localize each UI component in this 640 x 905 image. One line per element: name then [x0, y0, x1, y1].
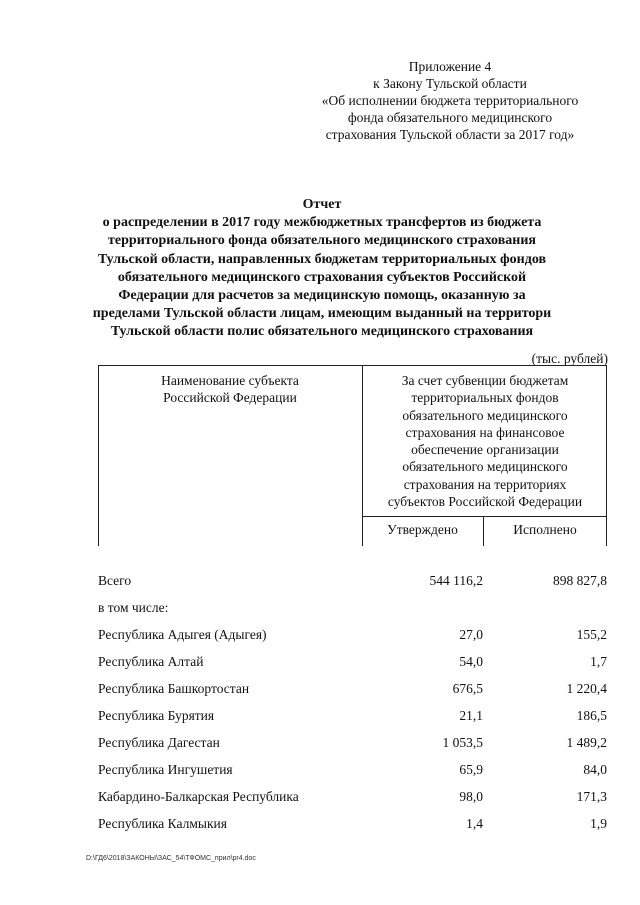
table-row — [98, 815, 607, 842]
title-line: пределами Тульской области лицам, имеющим выданный на территори — [92, 306, 552, 322]
header-line: страхования на территориях — [403, 476, 567, 492]
table-header — [98, 365, 607, 546]
appendix-caption — [300, 58, 600, 143]
column-header-subvention — [364, 372, 606, 510]
row-approved: 65,9 — [459, 762, 483, 777]
header-line: Российской Федерации — [163, 390, 297, 405]
header-line: Наименование субъекта — [161, 373, 299, 388]
column-header-executed: Исполнено — [513, 522, 577, 537]
column-header-approved: Утверждено — [387, 522, 458, 537]
table-body — [98, 572, 607, 842]
title-line: о распределении в 2017 году межбюджетных трансфертов из бюджета — [102, 215, 542, 231]
table-row — [98, 653, 607, 680]
subheader-rule — [362, 516, 606, 517]
units-label: (тыс. рублей) — [531, 351, 608, 366]
header-line: субъектов Российской Федерации — [387, 494, 583, 510]
title-line: Тульской области полис обязательного медицинского страхования — [110, 324, 534, 340]
appendix-line: страхования Тульской области за 2017 год» — [325, 127, 575, 142]
row-executed: 1,9 — [590, 816, 607, 831]
header-divider — [362, 366, 363, 546]
header-line: обязательного медицинского — [402, 459, 568, 475]
appendix-line: «Об исполнении бюджета территориального — [321, 93, 579, 108]
row-name: Республика Бурятия — [98, 708, 215, 723]
row-approved: 27,0 — [459, 627, 483, 642]
row-approved: 98,0 — [459, 789, 483, 804]
row-executed: 898 827,8 — [553, 573, 607, 588]
report-title — [82, 196, 562, 342]
row-approved: 676,5 — [452, 681, 483, 696]
row-executed: 186,5 — [576, 708, 607, 723]
header-line: территориальных фондов — [411, 390, 559, 406]
table-row — [98, 734, 607, 761]
row-approved: 1,4 — [466, 816, 483, 831]
header-line: За счет субвенции бюджетам — [401, 373, 569, 388]
row-approved: 544 116,2 — [429, 573, 483, 588]
header-line: страхования на финансовое — [405, 424, 565, 440]
row-name: в том числе: — [98, 600, 169, 615]
header-border-right — [606, 366, 607, 546]
row-name: Республика Ингушетия — [98, 762, 233, 777]
header-line: обязательного медицинского — [402, 407, 568, 423]
table-row-total — [98, 572, 607, 599]
row-name: Кабардино-Балкарская Республика — [98, 789, 299, 804]
title-line: территориального фонда обязательного медицинского страхования — [108, 233, 536, 249]
row-executed: 155,2 — [576, 627, 607, 642]
table-row — [98, 788, 607, 815]
table-row — [98, 680, 607, 707]
table-row — [98, 761, 607, 788]
row-executed: 1,7 — [590, 654, 607, 669]
row-name: Республика Калмыкия — [98, 816, 227, 831]
title-line: Тульской области, направленных бюджетам территориальных фондов — [97, 251, 547, 267]
appendix-line: фонда обязательного медицинского — [347, 110, 553, 125]
column-header-subject — [98, 372, 362, 406]
table-row — [98, 707, 607, 734]
row-approved: 21,1 — [459, 708, 483, 723]
row-executed: 1 489,2 — [566, 735, 607, 750]
row-executed: 84,0 — [583, 762, 607, 777]
title-line: обязательного медицинского страхования субъектов Российской — [117, 269, 527, 285]
row-name: Всего — [98, 573, 132, 588]
appendix-line: к Закону Тульской области — [373, 76, 527, 91]
title-line: Федерации для расчетов за медицинскую помощь, оказанную за — [118, 288, 526, 304]
row-executed: 171,3 — [576, 789, 607, 804]
row-name: Республика Алтай — [98, 654, 204, 669]
table-row-including — [98, 599, 607, 626]
row-name: Республика Башкортостан — [98, 681, 250, 696]
table-row — [98, 626, 607, 653]
row-name: Республика Дагестан — [98, 735, 220, 750]
row-approved: 54,0 — [459, 654, 483, 669]
report-heading: Отчет — [302, 197, 342, 212]
file-path-footer: D:\ГД6\2018\ЗАКОНЫ\ЗАС_54\ТФОМС_прил\pr4.doc — [86, 855, 256, 862]
appendix-line: Приложение 4 — [408, 59, 492, 74]
row-name: Республика Адыгея (Адыгея) — [98, 627, 267, 642]
header-line: обеспечение организации — [411, 442, 559, 458]
row-executed: 1 220,4 — [566, 681, 607, 696]
row-approved: 1 053,5 — [442, 735, 483, 750]
